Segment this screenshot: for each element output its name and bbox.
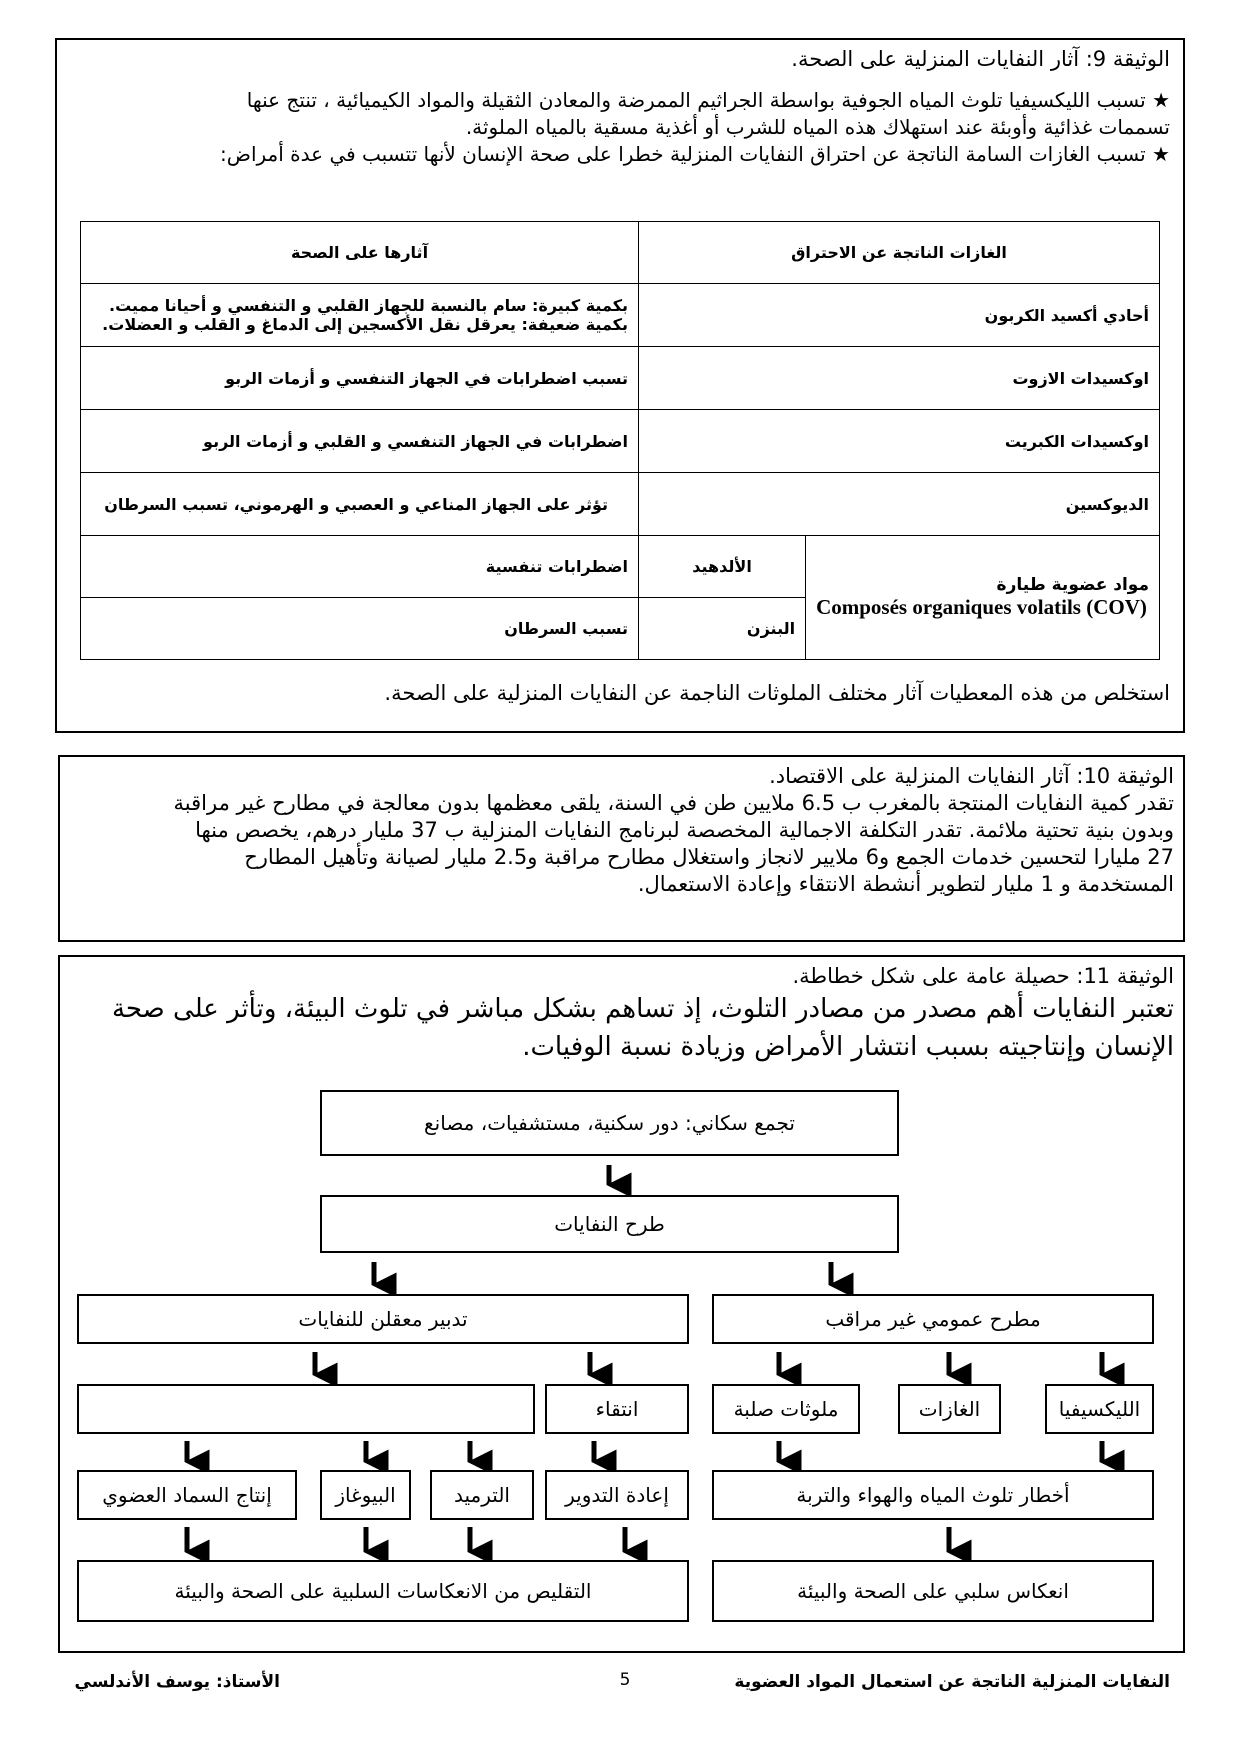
header-effects: آثارها على الصحة: [81, 222, 639, 284]
box-biogas: البيوغاز: [320, 1470, 411, 1520]
box-blank: [77, 1384, 535, 1434]
gas-cov-name-fr: Composés organiques volatils (COV): [816, 595, 1147, 619]
box-gases: الغازات: [898, 1384, 1001, 1434]
document-11-title: الوثيقة 11: حصيلة عامة على شكل خطاطة.: [792, 964, 1174, 988]
gas-nox-effect: تسبب اضطرابات في الجهاز التنفسي و أزمات الربو: [81, 347, 639, 410]
header-gases: الغازات الناتجة عن الاحتراق: [639, 222, 1160, 284]
gas-dioxin-name: الديوكسين: [639, 473, 1160, 536]
box-disposal: طرح النفايات: [320, 1195, 899, 1253]
footer-page-number: 5: [619, 1670, 631, 1690]
box-risks: أخطار تلوث المياه والهواء والتربة: [712, 1470, 1154, 1520]
document-11-intro-line-2: الإنسان وإنتاجيته بسبب انتشار الأمراض وزيادة نسبة الوفيات.: [522, 1032, 1174, 1062]
gas-sox-effect: اضطرابات في الجهاز التنفسي و القلبي و أزمات الربو: [81, 410, 639, 473]
gas-aldehyde-name: الألدهيد: [639, 536, 806, 598]
footer-teacher: الأستاذ: يوسف الأندلسي: [74, 1672, 280, 1692]
gas-aldehyde-effect: اضطرابات تنفسية: [81, 536, 639, 598]
box-negative: انعكاس سلبي على الصحة والبيئة: [712, 1560, 1154, 1622]
box-solid: ملوثات صلبة: [712, 1384, 860, 1434]
document-9-bullet-1-line-2: تسممات غذائية وأوبئة عند استهلاك هذه المياه للشرب أو أغذية مسقية بالمياه الملوثة.: [465, 115, 1170, 139]
gas-dioxin-effect: تؤثر على الجهاز المناعي و العصبي و الهرموني، تسبب السرطان: [81, 473, 639, 536]
document-10-line-2: وبدون بنية تحتية ملائمة. تقدر التكلفة الاجمالية المخصصة لبرنامج النفايات المنزلية ب 37 مليار درهم، يخصص منها: [195, 818, 1174, 842]
document-9-conclusion: استخلص من هذه المعطيات آثار مختلف الملوثات الناجمة عن النفايات المنزلية على الصحة.: [384, 681, 1170, 705]
document-10-title: الوثيقة 10: آثار النفايات المنزلية على الاقتصاد.: [769, 764, 1174, 788]
footer-chapter: النفايات المنزلية الناتجة عن استعمال المواد العضوية: [734, 1672, 1170, 1692]
box-reduce: التقليص من الانعكاسات السلبية على الصحة والبيئة: [77, 1560, 689, 1622]
box-recycling: إعادة التدوير: [545, 1470, 689, 1520]
document-9-title: الوثيقة 9: آثار النفايات المنزلية على الصحة.: [791, 47, 1170, 71]
box-ash: الترميد: [430, 1470, 534, 1520]
box-sorting: انتقاء: [545, 1384, 689, 1434]
document-11-intro-line-1: تعتبر النفايات أهم مصدر من مصادر التلوث، إذ تساهم بشكل مباشر في تلوث البيئة، وتأثر على صحة: [111, 994, 1174, 1024]
box-population: تجمع سكاني: دور سكنية، مستشفيات، مصانع: [320, 1090, 899, 1156]
box-compost: إنتاج السماد العضوي: [77, 1470, 297, 1520]
box-managed: تدبير معقلن للنفايات: [77, 1294, 689, 1344]
box-uncontrolled: مطرح عمومي غير مراقب: [712, 1294, 1154, 1344]
gas-nox-name: اوكسيدات الازوت: [639, 347, 1160, 410]
gas-co-effect-line-2: بكمية ضعيفة: يعرقل نقل الأكسجين إلى الدماغ و القلب و العضلات.: [102, 315, 628, 334]
gas-co-effect-line-1: بكمية كبيرة: سام بالنسبة للجهاز القلبي و التنفسي و أحيانا مميت.: [109, 296, 628, 315]
box-leachate: الليكسيفيا: [1045, 1384, 1154, 1434]
document-9-bullet-2: ★ تسبب الغازات السامة الناتجة عن احتراق النفايات المنزلية خطرا على صحة الإنسان لأنها تتسبب في عدة أمراض:: [220, 142, 1170, 166]
gas-cov-name-ar: مواد عضوية طيارة: [996, 575, 1149, 595]
document-10-line-1: تقدر كمية النفايات المنتجة بالمغرب ب 6.5 ملايين طن في السنة، يلقى معظمها بدون معالجة في مطارح غير مراقبة: [173, 791, 1174, 815]
gas-sox-name: اوكسيدات الكبريت: [639, 410, 1160, 473]
gas-benzene-effect: تسبب السرطان: [81, 598, 639, 660]
document-10-line-3: 27 مليارا لتحسين خدمات الجمع و6 ملايير لانجاز واستغلال مطارح مراقبة و2.5 مليار لصيانة وتأهيل المطارح: [244, 845, 1174, 869]
document-10-line-4: المستخدمة و 1 مليار لتطوير أنشطة الانتقاء وإعادة الاستعمال.: [637, 872, 1174, 896]
document-9-bullet-1-line-1: ★ تسبب الليكسيفيا تلوث المياه الجوفية بواسطة الجراثيم الممرضة والمعادن الثقيلة والمواد الكيميائية ، تنتج عنها: [246, 88, 1170, 112]
gas-benzene-name: البنزن: [639, 598, 806, 660]
gas-co-name: أحادي أكسيد الكربون: [639, 284, 1160, 347]
